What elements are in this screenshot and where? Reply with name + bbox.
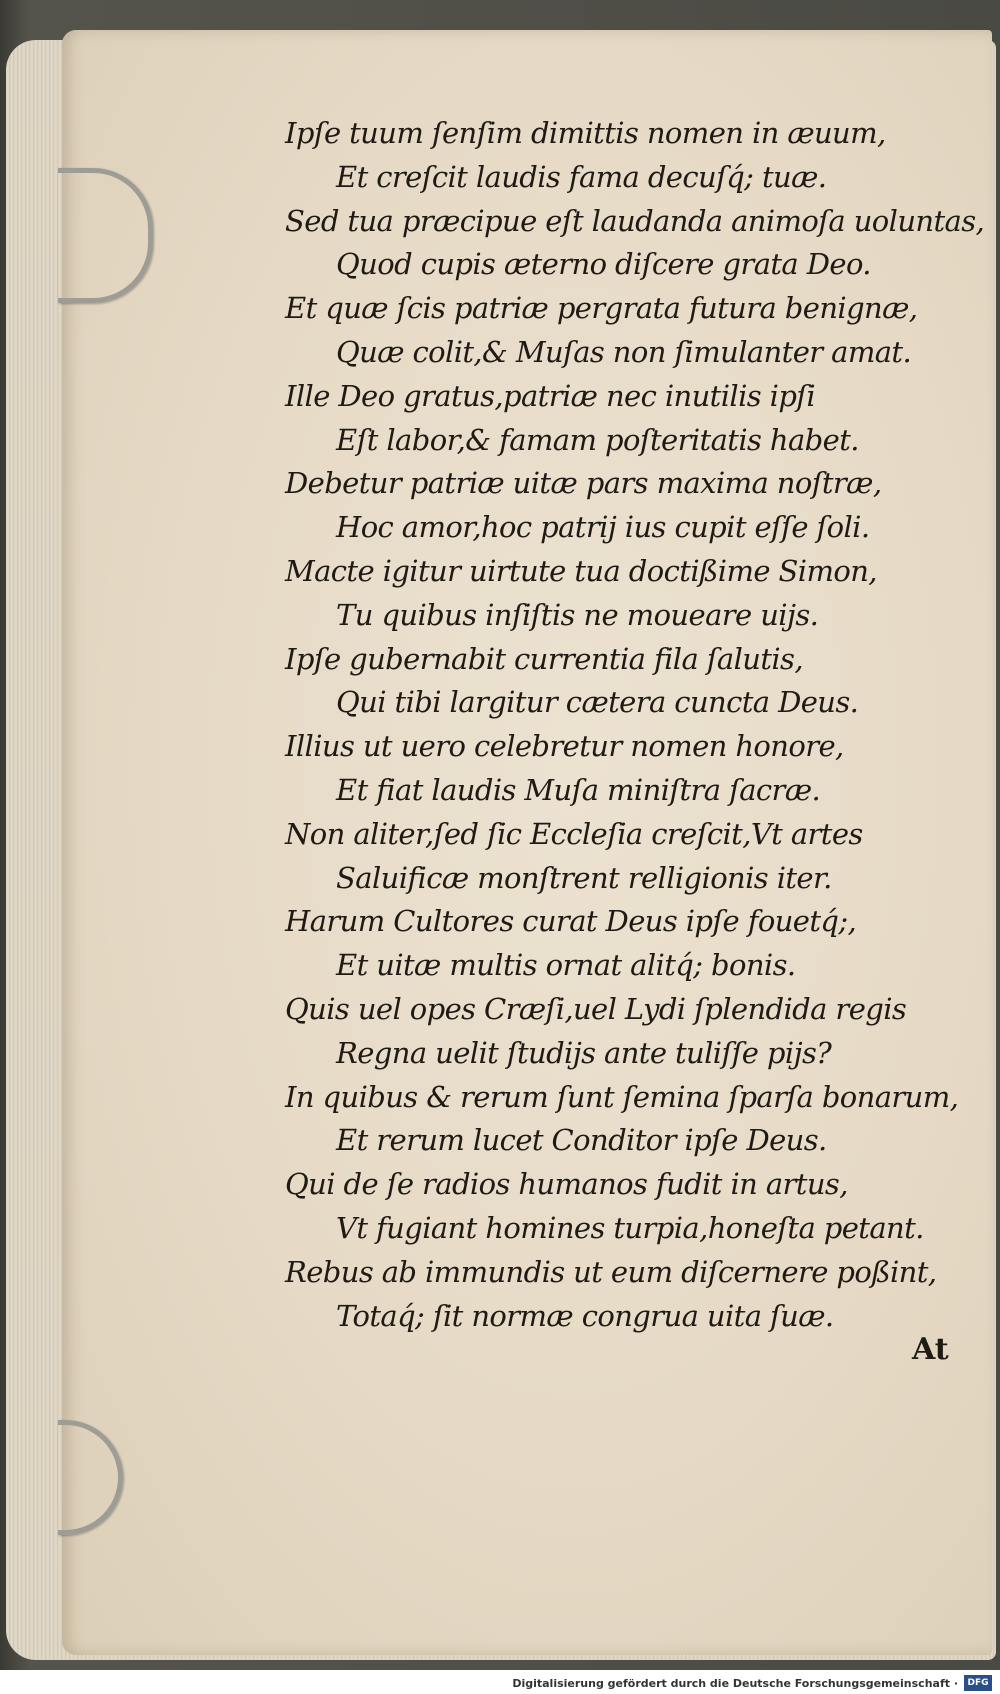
verse-line: Ipſe tuum ſenſim dimittis nomen in æuum, [285, 116, 886, 150]
verse-line: Quis uel opes Cræſi,uel Lydi ſplendida regis [285, 991, 907, 1026]
dfg-logo-icon: DFG [964, 1675, 992, 1691]
verse-line: Et quæ ſcis patriæ pergrata futura benignæ, [285, 291, 918, 326]
footer-credit: Digitalisierung gefördert durch die Deutsche Forschungsgemeinschaft · [512, 1677, 958, 1690]
verse-line: Qui tibi largitur cætera cuncta Deus. [336, 685, 859, 720]
verse-line: Tu quibus inſiſtis ne moueare uijs. [336, 597, 819, 632]
verse-line: Qui de ſe radios humanos fudit in artus, [285, 1167, 848, 1202]
verse-line: Ille Deo gratus,patriæ nec inutilis ipſi [285, 378, 816, 413]
verse-line: Et rerum lucet Conditor ipſe Deus. [336, 1123, 827, 1158]
verse-line: Totaq́; ſit normæ congrua uita ſuæ. [336, 1298, 834, 1333]
verse-line: Et fiat laudis Muſa miniſtra ſacræ. [336, 772, 821, 807]
verse-line: Hoc amor,hoc patrij ius cupit eſſe ſoli. [336, 510, 870, 545]
clip-icon [58, 168, 153, 303]
verse-line: Et creſcit laudis fama decuſq́; tuæ. [336, 159, 827, 194]
footer-bar [0, 1670, 1000, 1694]
verse-line: Eſt labor,& famam poſteritatis habet. [336, 422, 859, 457]
verse-line: Harum Cultores curat Deus ipſe fouetq́;, [285, 904, 857, 939]
verse-line: Saluificæ monſtrent relligionis iter. [336, 860, 832, 895]
verse-line: Illius ut uero celebretur nomen honore, [285, 729, 844, 764]
verse-line: Debetur patriæ uitæ pars maxima noſtræ, [285, 466, 882, 501]
poem-text [285, 112, 985, 1338]
verse-line: Macte igitur uirtute tua doctißime Simon, [285, 553, 877, 588]
verse-line: Ipſe gubernabit currentia fila ſalutis, [285, 641, 803, 676]
verse-line: Sed tua præcipue eſt laudanda animoſa uoluntas, [285, 203, 985, 238]
verse-line: In quibus & rerum ſunt ſemina ſparſa bonarum, [285, 1079, 959, 1114]
clip-icon [58, 1420, 123, 1535]
verse-line: Et uitæ multis ornat alitq́; bonis. [336, 948, 796, 983]
verse-line: Quæ colit,& Muſas non ſimulanter amat. [336, 334, 912, 369]
verse-line: Vt fugiant homines turpia,honeſta petant. [336, 1210, 924, 1245]
verse-line: Rebus ab immundis ut eum diſcernere poßint, [285, 1254, 937, 1289]
catchword: At [912, 1332, 949, 1367]
verse-line: Quod cupis æterno diſcere grata Deo. [336, 247, 871, 282]
verse-line: Non aliter,ſed ſic Eccleſia creſcit,Vt artes [285, 816, 863, 851]
verse-line: Regna uelit ſtudijs ante tuliſſe pijs? [336, 1035, 832, 1070]
